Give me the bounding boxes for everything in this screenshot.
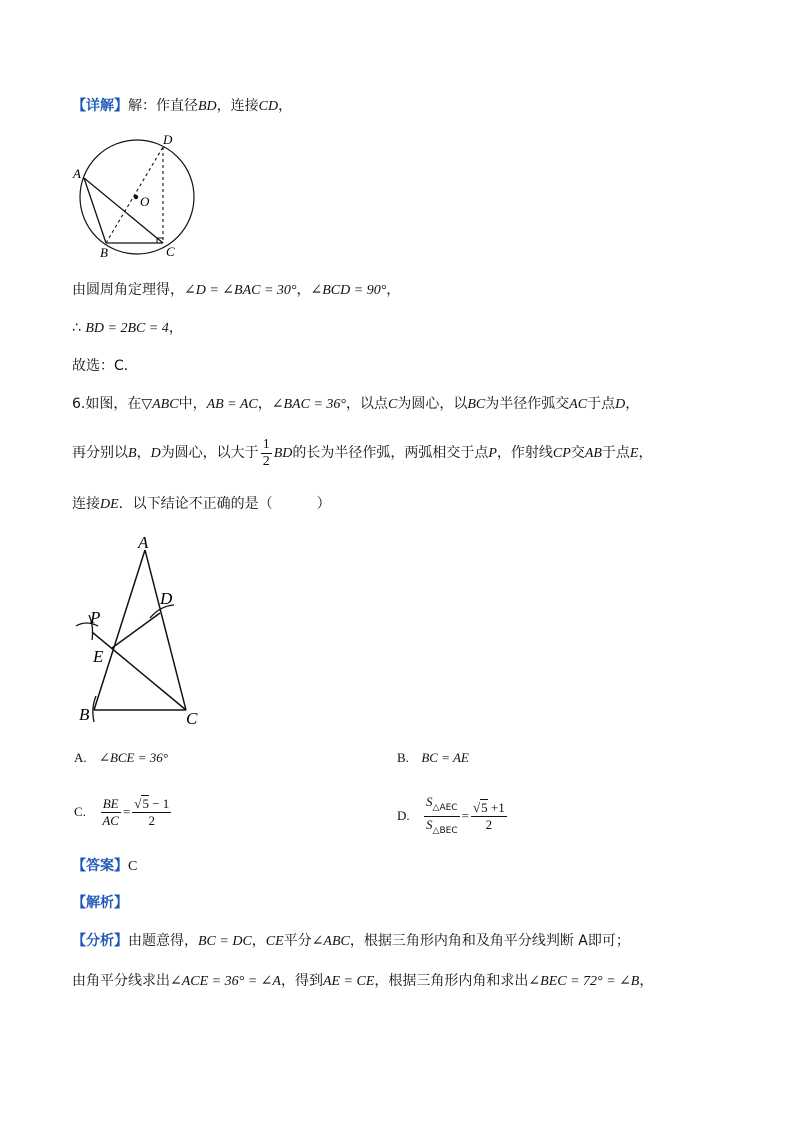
detail-line: 【详解】解：作直径BD，连接CD， [72,98,293,114]
option-b[interactable]: B. BC = AE [397,750,469,765]
label-e: E [93,647,104,666]
fraction-half: $\frac{1}{2}$ [262,436,270,469]
option-d[interactable]: D. $\frac{S_{\triangle AEC}}{S_{\triangle BEC}}$ = $\frac{√5 +1}{2}$ [397,794,505,836]
analysis-line-2: 由角平分线求出∠ACE = 36° = ∠A，得到AE = CE，根据三角形内角和求出∠BEC = 72° = ∠B， [72,973,654,989]
circle-figure [68,128,208,263]
option-c[interactable]: C. $\frac{BE}{AC}$ = $\frac{√5 - 1}{2}$ [74,796,170,828]
triangle-figure [70,530,210,730]
diameter-bd [106,147,163,243]
choose-line: 故选：C． [72,358,138,374]
answer-value: C [128,859,138,874]
segment-ac [84,178,163,243]
label-c: C [166,244,175,259]
q6-line-1: 6.如图，在▽ABC中，AB = AC，∠BAC = 36°，以点C为圆心，以BC为半径作弧交AC于点D， [72,396,640,412]
label-p: P [90,608,101,627]
detail-tag: 【详解】 [72,98,128,114]
q6-line-3: 连接DE．以下结论不正确的是（ ） [72,496,331,512]
analysis-heading: 【解析】 [72,895,128,911]
label-d: D [160,589,173,608]
side-ac [145,550,186,710]
label-b: B [79,705,90,724]
theorem-line: 由圆周角定理得，∠D = ∠BAC = 30°，∠BCD = 90°， [72,282,401,298]
label-d: D [163,132,173,147]
answer-line [72,856,137,877]
center-dot [134,195,138,199]
label-c: C [186,709,198,728]
label-a: A [138,533,149,552]
label-o: O [140,194,150,209]
q6-line-2: 再分别以B，D为圆心，以大于 $\frac{1}{2}$ BD的长为半径作弧，两弧相交于点P，作射线CP交AB于点E， [72,436,653,469]
analysis-line-1: 【分析】由题意得，BC = DC，CE平分∠ABC，根据三角形内角和及角平分线判断 A即可； [72,933,630,949]
label-b: B [100,245,108,260]
answer-tag: 【答案】 [72,858,128,874]
label-a: A [73,166,81,181]
option-a[interactable]: A. ∠BCE = 36° [74,750,168,765]
therefore-line: ∴ BD = 2BC = 4， [72,320,183,336]
